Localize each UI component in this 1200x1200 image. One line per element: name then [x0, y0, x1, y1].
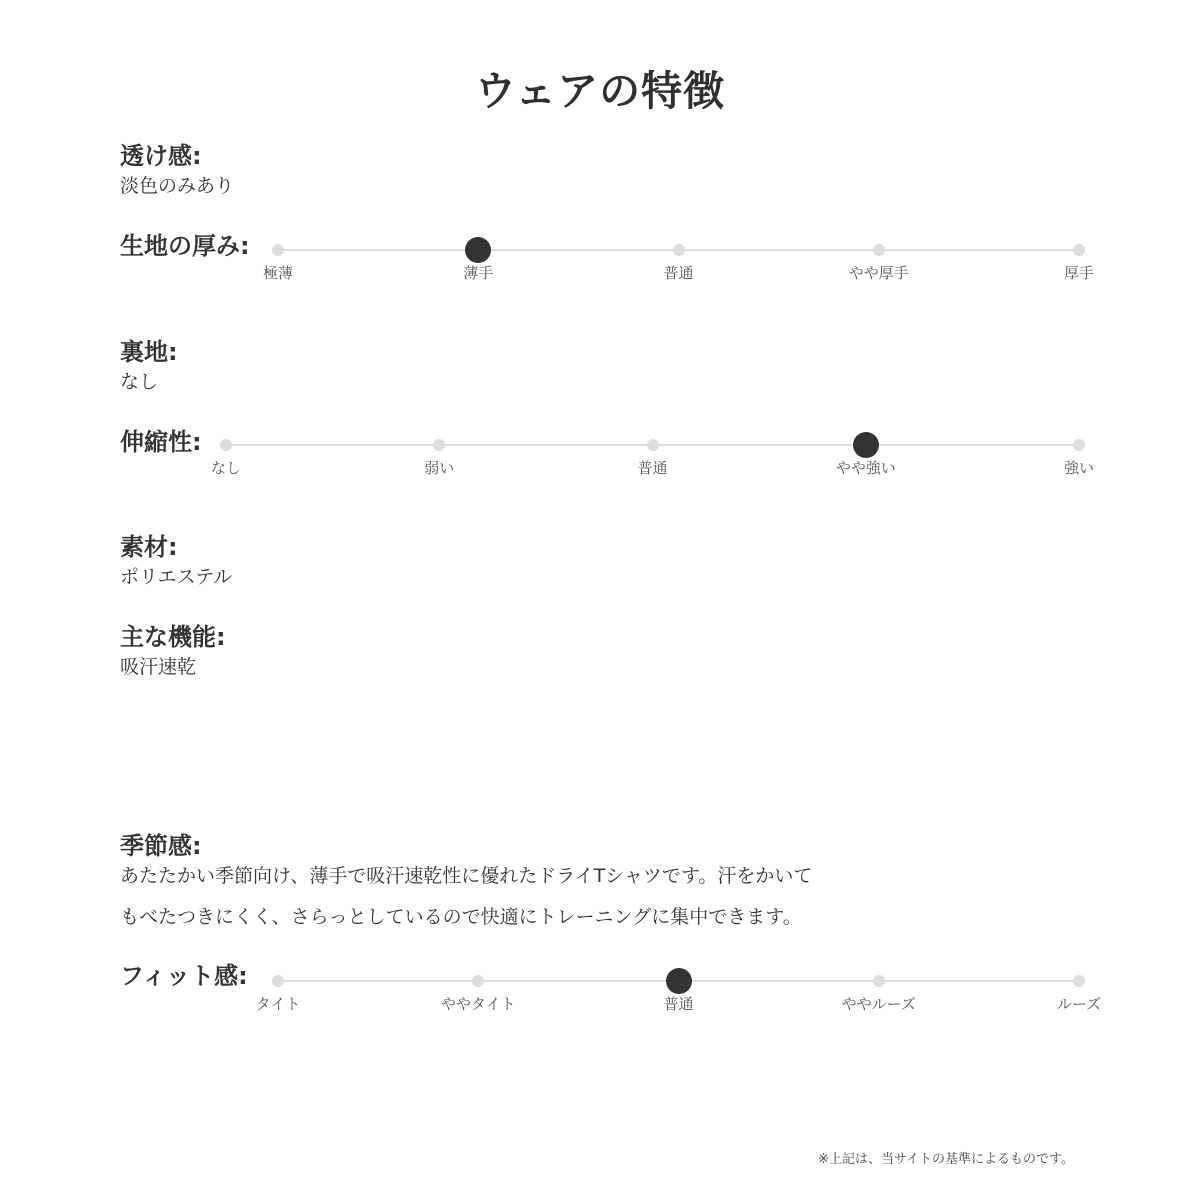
fit-option-label: 普通	[663, 995, 694, 1013]
stretch-option-label: 弱い	[424, 459, 455, 477]
stretch-option-label: やや強い	[835, 459, 896, 477]
stretch-scale-dot	[220, 439, 232, 451]
fit-scale-dot	[472, 975, 484, 987]
stretch-scale-dot	[433, 439, 445, 451]
transparency-value: 淡色のみあり	[120, 175, 235, 197]
thickness-option-label: やや厚手	[848, 264, 909, 282]
fit-option-label: ややタイト	[440, 995, 516, 1013]
fit-option-label: ルーズ	[1056, 995, 1102, 1013]
fit-selected-marker	[666, 968, 692, 994]
fit-heading: フィット感:	[120, 962, 248, 990]
stretch-option-label: なし	[210, 459, 241, 477]
features-heading: 主な機能:	[120, 623, 226, 651]
fit-option-label: ややルーズ	[841, 995, 916, 1013]
page-title: ウェアの特徴	[474, 67, 726, 115]
features-value: 吸汗速乾	[120, 656, 197, 678]
thickness-option-label: 厚手	[1063, 264, 1094, 282]
material-value: ポリエステル	[120, 566, 233, 588]
transparency-heading: 透け感:	[120, 142, 202, 170]
footnote: ※上記は、当サイトの基準によるものです。	[818, 1152, 1074, 1167]
fit-option-label: タイト	[255, 995, 301, 1013]
thickness-scale-dot	[272, 244, 284, 256]
fit-scale-dot	[272, 975, 284, 987]
fit-scale	[255, 971, 1102, 1031]
lining-heading: 裏地:	[120, 338, 178, 366]
thickness-option-label: 薄手	[463, 264, 494, 282]
thickness-option-label: 普通	[663, 264, 694, 282]
thickness-selected-marker	[465, 237, 491, 263]
stretch-option-label: 強い	[1063, 459, 1094, 477]
season-heading: 季節感:	[120, 832, 202, 860]
stretch-scale-dot	[1073, 439, 1085, 451]
stretch-option-label: 普通	[637, 459, 668, 477]
fit-scale-dot	[1073, 975, 1085, 987]
season-description-line1: あたたかい季節向け、薄手で吸汗速乾性に優れたドライTシャツです。汗をかいて	[120, 865, 813, 887]
thickness-scale-dot	[1073, 244, 1085, 256]
material-heading: 素材:	[120, 533, 178, 561]
stretch-heading: 伸縮性:	[120, 428, 202, 456]
thickness-scale-dot	[673, 244, 685, 256]
thickness-scale	[262, 240, 1094, 300]
thickness-scale-dot	[873, 244, 885, 256]
stretch-scale-dot	[647, 439, 659, 451]
thickness-option-label: 極薄	[262, 264, 293, 282]
stretch-scale	[210, 435, 1094, 495]
lining-value: なし	[120, 371, 159, 393]
stretch-selected-marker	[853, 432, 879, 458]
fit-scale-dot	[873, 975, 885, 987]
season-description-line2: もべたつきにくく、さらっとしているので快適にトレーニングに集中できます。	[120, 906, 802, 928]
thickness-heading: 生地の厚み:	[120, 232, 250, 260]
